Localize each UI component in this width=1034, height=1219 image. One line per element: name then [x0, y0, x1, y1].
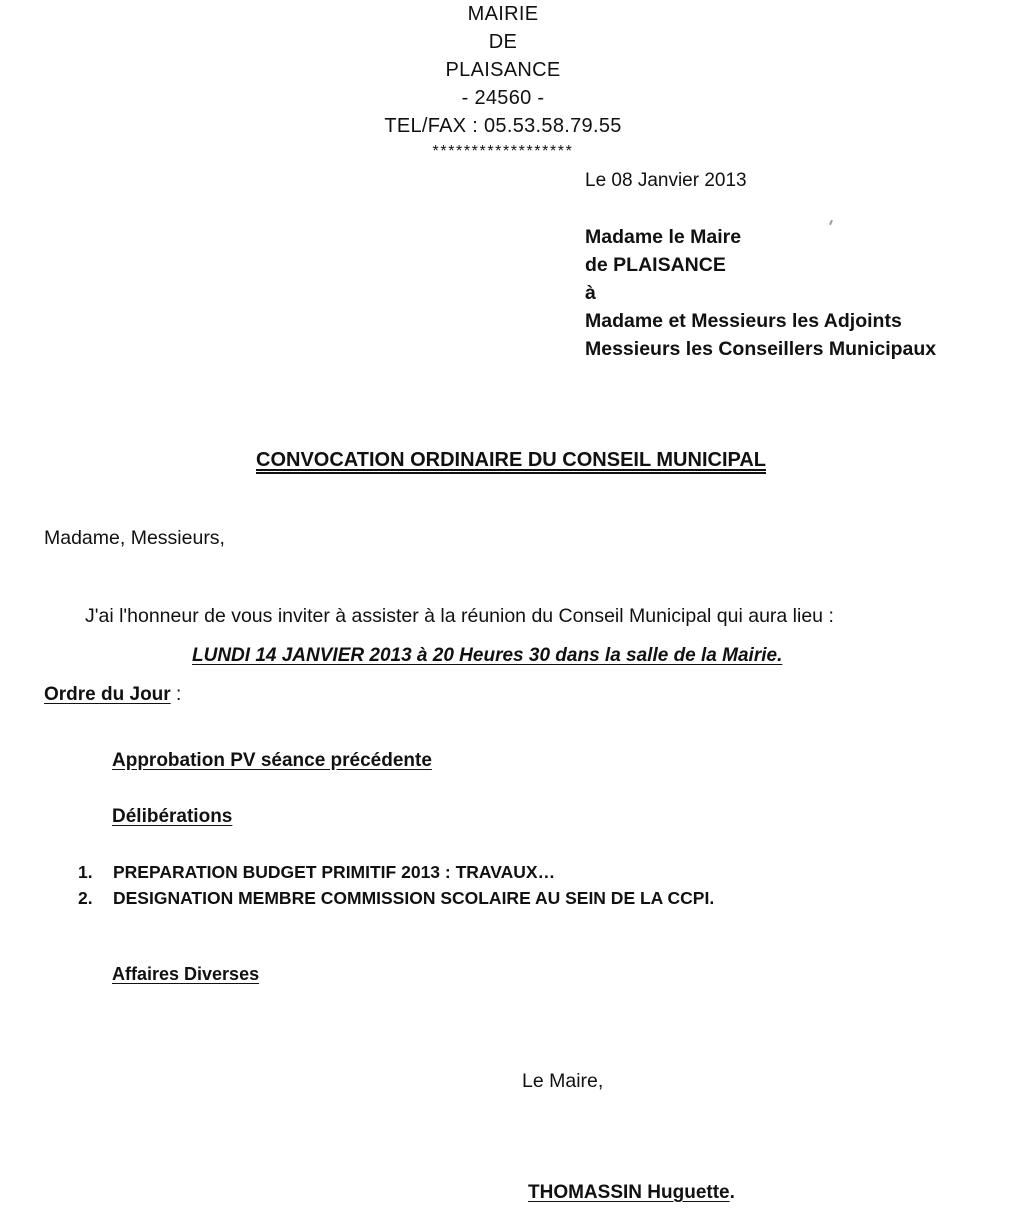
- intro-paragraph: J'ai l'honneur de vous inviter à assister à la réunion du Conseil Municipal qui aura lieu :: [85, 605, 834, 627]
- list-item: [78, 885, 714, 911]
- recipient-block: [585, 223, 936, 363]
- agenda-misc: Affaires Diverses: [112, 964, 260, 984]
- meeting-details: LUNDI 14 JANVIER 2013 à 20 Heures 30 dans la salle de la Mairie.: [192, 645, 783, 666]
- agenda-heading: [44, 684, 181, 706]
- recipient-line-4: Madame et Messieurs les Adjoints: [585, 310, 902, 332]
- agenda-items-list: [78, 859, 714, 911]
- signature-name: THOMASSIN Huguette: [528, 1182, 730, 1203]
- recipient-line-5: Messieurs les Conseillers Municipaux: [585, 338, 937, 360]
- recipient-line-2: de PLAISANCE: [585, 254, 726, 276]
- letterhead-separator: ******************: [432, 143, 574, 160]
- list-item-number: 2.: [78, 888, 93, 908]
- list-item: [78, 859, 714, 885]
- agenda-deliberations: Délibérations: [112, 806, 233, 827]
- agenda-approval: Approbation PV séance précédente: [112, 750, 432, 771]
- signature-name-line: [528, 1182, 735, 1204]
- signature-role: Le Maire,: [522, 1070, 604, 1092]
- letterhead-line-de: DE: [488, 31, 518, 53]
- signature-name-suffix: .: [729, 1182, 735, 1203]
- recipient-line-3: à: [585, 282, 596, 304]
- agenda-label-suffix: :: [170, 684, 182, 705]
- letterhead-line-phone: TEL/FAX : 05.53.58.79.55: [384, 115, 622, 137]
- letterhead-line-town: PLAISANCE: [445, 59, 561, 81]
- salutation: Madame, Messieurs,: [44, 527, 225, 549]
- list-item-text: PREPARATION BUDGET PRIMITIF 2013 : TRAVAUX…: [113, 862, 556, 882]
- agenda-label: Ordre du Jour: [44, 684, 171, 705]
- letterhead-line-mairie: MAIRIE: [467, 3, 539, 25]
- recipient-line-1: Madame le Maire: [585, 226, 742, 248]
- document-title: CONVOCATION ORDINAIRE DU CONSEIL MUNICIPAL: [256, 449, 767, 471]
- list-item-text: DESIGNATION MEMBRE COMMISSION SCOLAIRE AU SEIN DE LA CCPI.: [113, 888, 715, 908]
- letterhead-line-postcode: - 24560 -: [461, 87, 545, 109]
- list-item-number: 1.: [78, 862, 93, 882]
- letter-date: Le 08 Janvier 2013: [585, 170, 747, 191]
